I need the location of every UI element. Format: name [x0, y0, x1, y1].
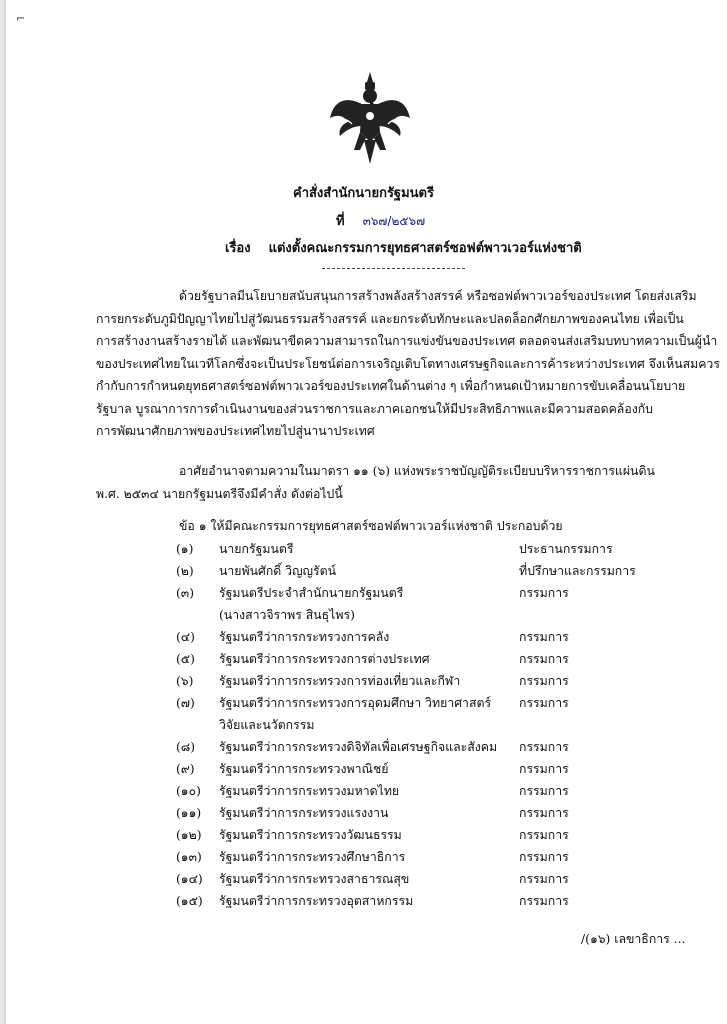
item-role: กรรมการ [519, 806, 569, 820]
paragraph-line: ของประเทศไทยในเวทีโลกซึ่งจะเป็นประโยชน์ต่อการเจริญเติบโตทางเศรษฐกิจและการค้าระหว่างประเทศ จึงเห็นสมควร [96, 356, 720, 371]
item-role: กรรมการ [519, 586, 569, 600]
item-role: กรรมการ [519, 850, 569, 864]
list-item [176, 890, 686, 912]
item-name-cont: (นางสาวจิราพร สินธุไพร) [219, 608, 355, 622]
order-number [336, 210, 425, 231]
item-name: รัฐมนตรีว่าการกระทรวงการต่างประเทศ [219, 652, 430, 666]
list-item [176, 780, 686, 802]
continuation-note: /(๑๖) เลขาธิการ ... [581, 932, 686, 946]
item-role: กรรมการ [519, 784, 569, 798]
paragraph-line: กำกับการกำหนดยุทธศาสตร์ซอฟต์พาวเวอร์ของประเทศในด้านต่าง ๆ เพื่อกำหนดเป้าหมายการขับเคลื่อนนโยบาย [96, 379, 686, 393]
page-title: คำสั่งสำนักนายกรัฐมนตรี [293, 186, 434, 201]
item-number: (๑๓) [176, 850, 202, 864]
item-name: รัฐมนตรีว่าการกระทรวงแรงงาน [219, 806, 389, 820]
item-name: รัฐมนตรีว่าการกระทรวงพาณิชย์ [219, 762, 389, 776]
item-number: (๑) [176, 542, 194, 556]
subject-line [225, 237, 582, 258]
item-role: กรรมการ [519, 872, 569, 886]
list-item [176, 560, 686, 582]
list-item [176, 736, 686, 758]
item-name: รัฐมนตรีว่าการกระทรวงมหาดไทย [219, 784, 400, 798]
item-number: (๑๕) [176, 894, 203, 908]
item-name: รัฐมนตรีว่าการกระทรวงสาธารณสุข [219, 872, 410, 886]
item-number: (๑๔) [176, 872, 203, 886]
item-number: (๘) [176, 740, 196, 754]
item-name: รัฐมนตรีว่าการกระทรวงการท่องเที่ยวและกีฬา [219, 674, 461, 688]
item-number: (๑๒) [176, 828, 202, 842]
paragraph-line: การพัฒนาศักยภาพของประเทศไทยไปสู่นานาประเทศ [96, 424, 375, 438]
item-number: (๑๐) [176, 784, 201, 798]
item-number: (๕) [176, 652, 195, 666]
list-item [176, 824, 686, 846]
number-label: ที่ [336, 214, 345, 229]
list-item [176, 670, 686, 692]
list-item [176, 692, 686, 736]
item-name: นายกรัฐมนตรี [219, 542, 294, 556]
subject-text: แต่งตั้งคณะกรรมการยุทธศาสตร์ซอฟต์พาวเวอร์แห่งชาติ [268, 241, 582, 256]
item-role: ประธานกรรมการ [519, 542, 613, 556]
item-number: (๓) [176, 586, 195, 600]
paragraph-line: การสร้างงานสร้างรายได้ และพัฒนาขีดความสามารถในการแข่งขันของประเทศ ตลอดจนส่งเสริมบทบาทความเป็นผู้นำ [96, 334, 718, 348]
item-number: (๑๑) [176, 806, 202, 820]
document-page [6, 0, 727, 1024]
clause-line: ข้อ ๑ ให้มีคณะกรรมการยุทธศาสตร์ซอฟต์พาวเวอร์แห่งชาติ ประกอบด้วย [179, 519, 563, 533]
item-role: ที่ปรึกษาและกรรมการ [519, 564, 636, 578]
list-item [176, 582, 686, 626]
item-number: (๗) [176, 696, 195, 710]
paragraph-2 [96, 460, 679, 505]
item-role: กรรมการ [519, 674, 569, 688]
list-item [176, 802, 686, 824]
item-number: (๖) [176, 674, 194, 688]
item-name: รัฐมนตรีประจำสำนักนายกรัฐมนตรี [219, 586, 404, 600]
list-item [176, 846, 686, 868]
corner-mark: ⌐ [16, 12, 26, 25]
item-role: กรรมการ [519, 696, 569, 710]
number-value: ๓๖๗/๒๕๖๗ [362, 214, 426, 228]
subject-label: เรื่อง [225, 241, 251, 256]
paragraph-line: อาศัยอำนาจตามความในมาตรา ๑๑ (๖) แห่งพระราชบัญญัติระเบียบบริหารราชการแผ่นดิน [179, 464, 655, 478]
item-number: (๔) [176, 630, 195, 644]
item-name: รัฐมนตรีว่าการกระทรวงอุตสาหกรรม [219, 894, 414, 908]
item-name: รัฐมนตรีว่าการกระทรวงศึกษาธิการ [219, 850, 406, 864]
item-role: กรรมการ [519, 630, 569, 644]
item-name: รัฐมนตรีว่าการกระทรวงดิจิทัลเพื่อเศรษฐกิจและสังคม [219, 740, 498, 754]
list-item [176, 758, 686, 780]
item-role: กรรมการ [519, 652, 569, 666]
list-item [176, 626, 686, 648]
item-role: กรรมการ [519, 740, 569, 754]
paragraph-line: รัฐบาล บูรณาการการดำเนินงานของส่วนราชการและภาคเอกชนให้มีประสิทธิภาพและมีความสอดคล้องกับ [96, 401, 653, 416]
item-name: รัฐมนตรีว่าการกระทรวงการคลัง [219, 630, 390, 644]
paragraph-line: การยกระดับภูมิปัญญาไทยไปสู่วัฒนธรรมสร้างสรรค์ และยกระดับทักษะและปลดล็อกศักยภาพของคนไทย เพื่อเป็น [96, 311, 684, 326]
list-item [176, 868, 686, 890]
item-name: รัฐมนตรีว่าการกระทรวงวัฒนธรรม [219, 828, 402, 842]
list-item [176, 538, 686, 560]
paragraph-line: พ.ศ. ๒๕๓๔ นายกรัฐมนตรีจึงมีคำสั่ง ดังต่อไปนี้ [96, 486, 343, 501]
paragraph-1 [96, 285, 720, 443]
item-role: กรรมการ [519, 828, 569, 842]
item-name-cont: วิจัยและนวัตกรรม [219, 718, 315, 732]
garuda-emblem-icon [328, 70, 412, 166]
divider [322, 268, 465, 269]
item-role: กรรมการ [519, 894, 569, 908]
item-role: กรรมการ [519, 762, 569, 776]
item-number: (๒) [176, 564, 194, 578]
list-item [176, 648, 686, 670]
member-list [176, 538, 686, 912]
clause-1 [179, 515, 727, 538]
item-number: (๙) [176, 762, 195, 776]
paragraph-line: ด้วยรัฐบาลมีนโยบายสนับสนุนการสร้างพลังสร้างสรรค์ หรือซอฟต์พาวเวอร์ของประเทศ โดยส่งเสริม [179, 289, 697, 303]
item-name: นายพันศักดิ์ วิญญรัตน์ [219, 564, 337, 578]
item-name: รัฐมนตรีว่าการกระทรวงการอุดมศึกษา วิทยาศาสตร์ [219, 696, 492, 710]
